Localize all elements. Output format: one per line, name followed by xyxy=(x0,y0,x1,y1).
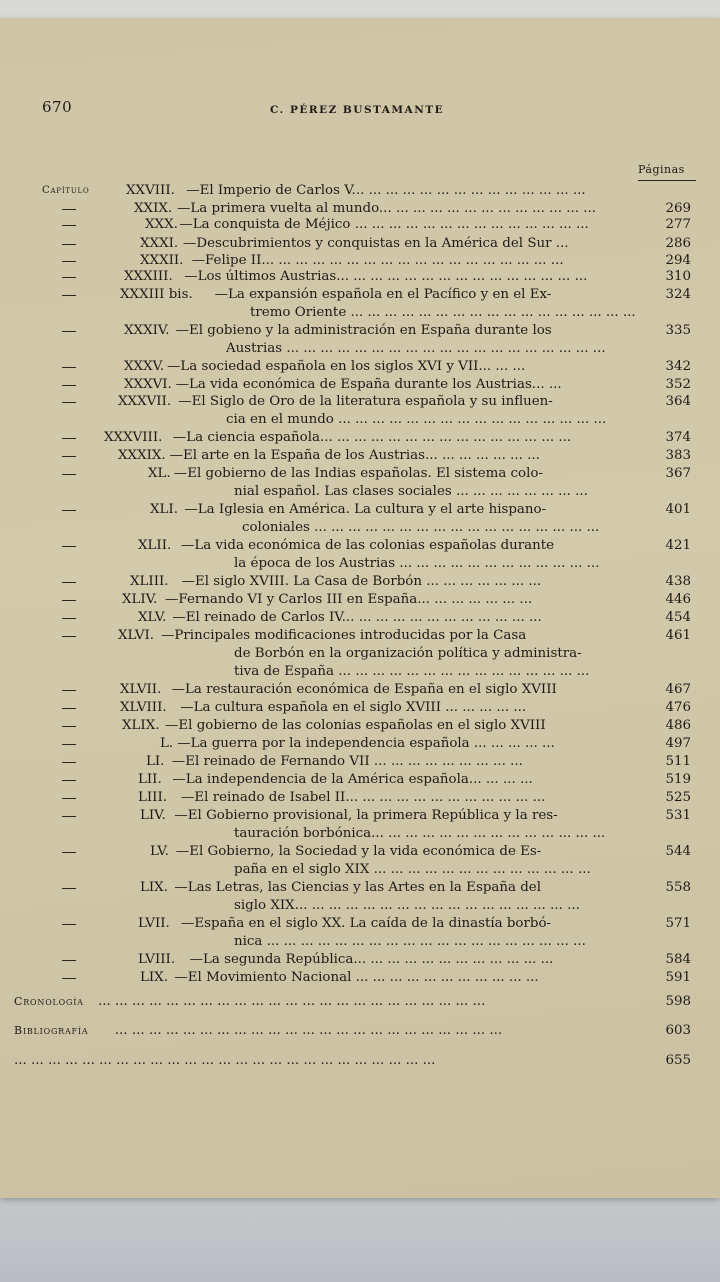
toc-line xyxy=(0,969,720,987)
chapter-number: XXVIII. xyxy=(126,183,175,198)
chapter-title: —Principales modificaciones introducidas por la Casa xyxy=(161,628,527,643)
chapter-number: XL. xyxy=(148,466,171,481)
chapter-title: —Los últimos Austrias... ... ... ... ... ... ... ... ... ... ... ... ... ... ... xyxy=(184,269,588,284)
page-ref: 286 xyxy=(665,236,691,251)
ditto-dash xyxy=(62,277,76,278)
toc-line xyxy=(0,268,720,286)
chapter-number: LIX. xyxy=(140,880,168,895)
page-ref: 374 xyxy=(665,430,691,445)
toc-line xyxy=(0,879,720,897)
page-ref: 421 xyxy=(665,538,691,553)
chapter-number: LI. xyxy=(146,754,165,769)
ditto-dash xyxy=(62,402,76,403)
chapter-title: Austrias ... ... ... ... ... ... ... ... ... ... ... ... ... ... ... ... ... ... ... xyxy=(226,341,606,356)
page-ref: 497 xyxy=(665,736,691,751)
chapter-title: —La sociedad española en los siglos XVI y VII... ... ... xyxy=(167,359,526,374)
toc-line xyxy=(0,573,720,591)
ditto-dash xyxy=(62,261,76,262)
toc-line xyxy=(0,519,720,537)
toc-line xyxy=(0,501,720,519)
chapter-title: cia en el mundo ... ... ... ... ... ... ... ... ... ... ... ... ... ... ... ... xyxy=(226,412,607,427)
page-ref: 364 xyxy=(665,394,691,409)
toc-line xyxy=(0,182,720,200)
page-ref: 310 xyxy=(665,269,691,284)
paginas-label: Páginas xyxy=(638,163,685,176)
back-matter-line xyxy=(0,993,720,1011)
back-matter-line xyxy=(0,1022,720,1040)
toc-line xyxy=(0,627,720,645)
page-ref: 438 xyxy=(665,574,691,589)
toc-line xyxy=(0,483,720,501)
ditto-dash xyxy=(62,331,76,332)
toc-line xyxy=(0,843,720,861)
toc-line xyxy=(0,753,720,771)
page-ref: 486 xyxy=(665,718,691,733)
section-label: Bibliografía xyxy=(14,1024,89,1037)
toc-line xyxy=(0,591,720,609)
chapter-title: —El gobierno de las Indias españolas. El sistema colo- xyxy=(173,466,543,481)
chapter-title: la época de los Austrias ... ... ... ... ... ... ... ... ... ... ... ... xyxy=(234,556,600,571)
page-ref: 467 xyxy=(665,682,691,697)
chapter-number: XXIX. xyxy=(134,201,173,216)
chapter-title: tauración borbónica... ... ... ... ... ... ... ... ... ... ... ... ... ... xyxy=(234,826,606,841)
toc-line xyxy=(0,429,720,447)
chapter-number: LVII. xyxy=(138,916,170,931)
ditto-dash xyxy=(62,744,76,745)
chapter-number: XXXI. xyxy=(140,236,179,251)
page-ref: 446 xyxy=(665,592,691,607)
chapter-number: XXXIII. xyxy=(124,269,173,284)
chapter-title: —La vida económica de las colonias españolas durante xyxy=(181,538,555,553)
toc-line xyxy=(0,322,720,340)
page-ref: 511 xyxy=(665,754,691,769)
toc-line xyxy=(0,555,720,573)
chapter-number: LII. xyxy=(138,772,162,787)
chapter-number: XLV. xyxy=(138,610,167,625)
chapter-number: XLII. xyxy=(138,538,172,553)
ditto-dash xyxy=(62,456,76,457)
chapter-number: XXXVII. xyxy=(118,394,172,409)
chapter-title: —La restauración económica de España en el siglo XVIII xyxy=(171,682,557,697)
page-ref: 461 xyxy=(665,628,691,643)
toc-line xyxy=(0,376,720,394)
page-ref: 531 xyxy=(665,808,691,823)
ditto-dash xyxy=(62,438,76,439)
toc-line xyxy=(0,915,720,933)
toc-line xyxy=(0,825,720,843)
chapter-number: LIV. xyxy=(140,808,166,823)
chapter-title: —La primera vuelta al mundo... ... ... ... ... ... ... ... ... ... ... ... ... xyxy=(177,201,597,216)
page-ref: 294 xyxy=(665,253,691,268)
ditto-dash xyxy=(62,510,76,511)
toc-line xyxy=(0,951,720,969)
chapter-title: nial español. Las clases sociales ... ... ... ... ... ... ... ... xyxy=(234,484,588,499)
toc-line xyxy=(0,663,720,681)
chapter-number: XLVIII. xyxy=(120,700,167,715)
page-ref: 367 xyxy=(665,466,691,481)
page-ref: 519 xyxy=(665,772,691,787)
chapter-number: L. xyxy=(160,736,174,751)
page-ref: 335 xyxy=(665,323,691,338)
chapter-title: —El gobieno y la administración en España durante los xyxy=(175,323,552,338)
chapter-title: —El arte en la España de los Austrias... ... ... ... ... ... ... xyxy=(169,448,540,463)
chapter-title: —Descubrimientos y conquistas en la América del Sur ... xyxy=(183,236,569,251)
chapter-number: XXXIV. xyxy=(124,323,170,338)
page-ref: 603 xyxy=(665,1023,691,1038)
ditto-dash xyxy=(62,924,76,925)
chapter-title: —El reinado de Fernando VII ... ... ... ... ... ... ... ... ... xyxy=(171,754,523,769)
chapter-title: —El siglo XVIII. La Casa de Borbón ... ... ... ... ... ... ... xyxy=(181,574,542,589)
ditto-dash xyxy=(62,888,76,889)
toc-line xyxy=(0,807,720,825)
toc-line xyxy=(0,861,720,879)
toc-line xyxy=(0,304,720,322)
ditto-dash xyxy=(62,295,76,296)
page-ref: 571 xyxy=(665,916,691,931)
chapter-title: —Las Letras, las Ciencias y las Artes en la España del xyxy=(174,880,542,895)
chapter-number: XLIX. xyxy=(122,718,160,733)
chapter-number: XXXIX. xyxy=(118,448,166,463)
toc-line xyxy=(0,465,720,483)
ditto-dash xyxy=(62,600,76,601)
toc-line xyxy=(0,286,720,304)
chapter-number: LIX. xyxy=(140,970,168,985)
chapter-title: —España en el siglo XX. La caída de la dinastía borbó- xyxy=(181,916,552,931)
ditto-dash xyxy=(62,852,76,853)
ditto-dash xyxy=(62,546,76,547)
chapter-number: XXXIII bis. xyxy=(120,287,193,302)
chapter-number: XLI. xyxy=(150,502,178,517)
page-number: 670 xyxy=(42,98,73,116)
toc-line xyxy=(0,216,720,234)
page-ref: 401 xyxy=(665,502,691,517)
toc-line xyxy=(0,393,720,411)
chapter-number: XXXV. xyxy=(124,359,165,374)
chapter-title: —La ciencia española... ... ... ... ... ... ... ... ... ... ... ... ... ... ... xyxy=(172,430,572,445)
ditto-dash xyxy=(62,780,76,781)
ditto-dash xyxy=(62,762,76,763)
chapter-title: —La expansión española en el Pacífico y en el Ex- xyxy=(214,287,552,302)
ditto-dash xyxy=(62,618,76,619)
leader-dots: ... ... ... ... ... ... ... ... ... ... ... ... ... ... ... ... ... ... ... ... ... ... ... ... ... xyxy=(14,1053,436,1068)
page-ref: 598 xyxy=(665,994,691,1009)
toc-line xyxy=(0,735,720,753)
chapter-number: XXX. xyxy=(145,217,178,232)
chapter-label: Capítulo xyxy=(42,185,90,196)
chapter-title: coloniales ... ... ... ... ... ... ... ... ... ... ... ... ... ... ... ... ... xyxy=(242,520,600,535)
table-of-contents xyxy=(0,18,720,1178)
chapter-title: —El Gobierno, la Sociedad y la vida económica de Es- xyxy=(175,844,542,859)
page-ref: 342 xyxy=(665,359,691,374)
toc-line xyxy=(0,897,720,915)
page-ref: 558 xyxy=(665,880,691,895)
ditto-dash xyxy=(62,385,76,386)
chapter-number: XLIV. xyxy=(122,592,158,607)
chapter-title: siglo XIX... ... ... ... ... ... ... ... ... ... ... ... ... ... ... ... ... xyxy=(234,898,580,913)
ditto-dash xyxy=(62,690,76,691)
toc-line xyxy=(0,681,720,699)
toc-line xyxy=(0,789,720,807)
chapter-title: —La Iglesia en América. La cultura y el arte hispano- xyxy=(184,502,547,517)
chapter-number: XLIII. xyxy=(130,574,169,589)
ditto-dash xyxy=(62,978,76,979)
chapter-number: LVIII. xyxy=(138,952,176,967)
chapter-title: —El reinado de Isabel II... ... ... ... ... ... ... ... ... ... ... ... xyxy=(181,790,546,805)
chapter-number: XLVII. xyxy=(120,682,162,697)
chapter-title: —El Gobierno provisional, la primera República y la res- xyxy=(174,808,558,823)
chapter-number: XXXVI. xyxy=(124,377,172,392)
chapter-number: XLVI. xyxy=(118,628,155,643)
chapter-title: tiva de España ... ... ... ... ... ... ... ... ... ... ... ... ... ... ... xyxy=(234,664,590,679)
ditto-dash xyxy=(62,582,76,583)
chapter-title: —Fernando VI y Carlos III en España... ... ... ... ... ... ... xyxy=(165,592,533,607)
chapter-title: —El gobierno de las colonias españolas en el siglo XVIII xyxy=(165,718,546,733)
chapter-title: —La guerra por la independencia española ... ... ... ... ... xyxy=(177,736,555,751)
page-ref: 269 xyxy=(665,201,691,216)
running-head: C. PÉREZ BUSTAMANTE xyxy=(270,104,445,116)
toc-line xyxy=(0,717,720,735)
toc-line xyxy=(0,933,720,951)
toc-line xyxy=(0,771,720,789)
chapter-title: —La cultura española en el siglo XVIII ... ... ... ... ... xyxy=(180,700,527,715)
page-ref: 525 xyxy=(665,790,691,805)
chapter-title: tremo Oriente ... ... ... ... ... ... ... ... ... ... ... ... ... ... ... ... ... xyxy=(250,305,636,320)
page-ref: 324 xyxy=(665,287,691,302)
toc-line xyxy=(0,645,720,663)
chapter-title: —La vida económica de España durante los Austrias... ... xyxy=(175,377,562,392)
toc-line xyxy=(0,537,720,555)
chapter-title: —La segunda República... ... ... ... ... ... ... ... ... ... ... ... xyxy=(189,952,554,967)
page-ref: 655 xyxy=(665,1053,691,1068)
chapter-title: —El Siglo de Oro de la literatura española y su influen- xyxy=(178,394,553,409)
ditto-dash xyxy=(62,367,76,368)
chapter-title: paña en el siglo XIX ... ... ... ... ... ... ... ... ... ... ... ... ... xyxy=(234,862,591,877)
chapter-number: XXXII. xyxy=(140,253,184,268)
leader-dots: ... ... ... ... ... ... ... ... ... ... ... ... ... ... ... ... ... ... ... ... ... ... ... xyxy=(114,1023,503,1038)
chapter-title: nica ... ... ... ... ... ... ... ... ... ... ... ... ... ... ... ... ... ... ... xyxy=(234,934,586,949)
leader-dots: ... ... ... ... ... ... ... ... ... ... ... ... ... ... ... ... ... ... ... ... ... ... ... xyxy=(98,994,486,1009)
chapter-title: —El reinado de Carlos IV... ... ... ... ... ... ... ... ... ... ... ... xyxy=(172,610,542,625)
toc-line xyxy=(0,699,720,717)
toc-line xyxy=(0,235,720,253)
page-ref: 352 xyxy=(665,377,691,392)
chapter-number: LIII. xyxy=(138,790,168,805)
page-ref: 383 xyxy=(665,448,691,463)
toc-line xyxy=(0,447,720,465)
chapter-title: —Felipe II... ... ... ... ... ... ... ... ... ... ... ... ... ... ... ... ... ... xyxy=(191,253,564,268)
page-ref: 454 xyxy=(665,610,691,625)
ditto-dash xyxy=(62,225,76,226)
ditto-dash xyxy=(62,960,76,961)
ditto-dash xyxy=(62,474,76,475)
chapter-title: de Borbón en la organización política y administra- xyxy=(234,646,582,661)
book-page xyxy=(0,18,720,1198)
ditto-dash xyxy=(62,726,76,727)
chapter-number: LV. xyxy=(150,844,169,859)
chapter-title: —La independencia de la América española... ... ... ... xyxy=(172,772,533,787)
chapter-title: —El Movimiento Nacional ... ... ... ... ... ... ... ... ... ... ... xyxy=(174,970,539,985)
page-ref: 591 xyxy=(665,970,691,985)
ditto-dash xyxy=(62,209,76,210)
ditto-dash xyxy=(62,636,76,637)
page-ref: 476 xyxy=(665,700,691,715)
ditto-dash xyxy=(62,708,76,709)
page-ref: 544 xyxy=(665,844,691,859)
page-ref: 584 xyxy=(665,952,691,967)
toc-line xyxy=(0,340,720,358)
toc-line xyxy=(0,609,720,627)
toc-line xyxy=(0,358,720,376)
toc-line xyxy=(0,411,720,429)
chapter-number: XXXVIII. xyxy=(104,430,163,445)
chapter-title: —La conquista de Méjico ... ... ... ... ... ... ... ... ... ... ... ... ... ... xyxy=(179,217,589,232)
chapter-title: —El Imperio de Carlos V... ... ... ... ... ... ... ... ... ... ... ... ... ... xyxy=(186,183,586,198)
ditto-dash xyxy=(62,798,76,799)
ditto-dash xyxy=(62,816,76,817)
back-matter-line xyxy=(0,1052,720,1070)
ditto-dash xyxy=(62,244,76,245)
section-label: Cronología xyxy=(14,995,84,1008)
page-ref: 277 xyxy=(665,217,691,232)
